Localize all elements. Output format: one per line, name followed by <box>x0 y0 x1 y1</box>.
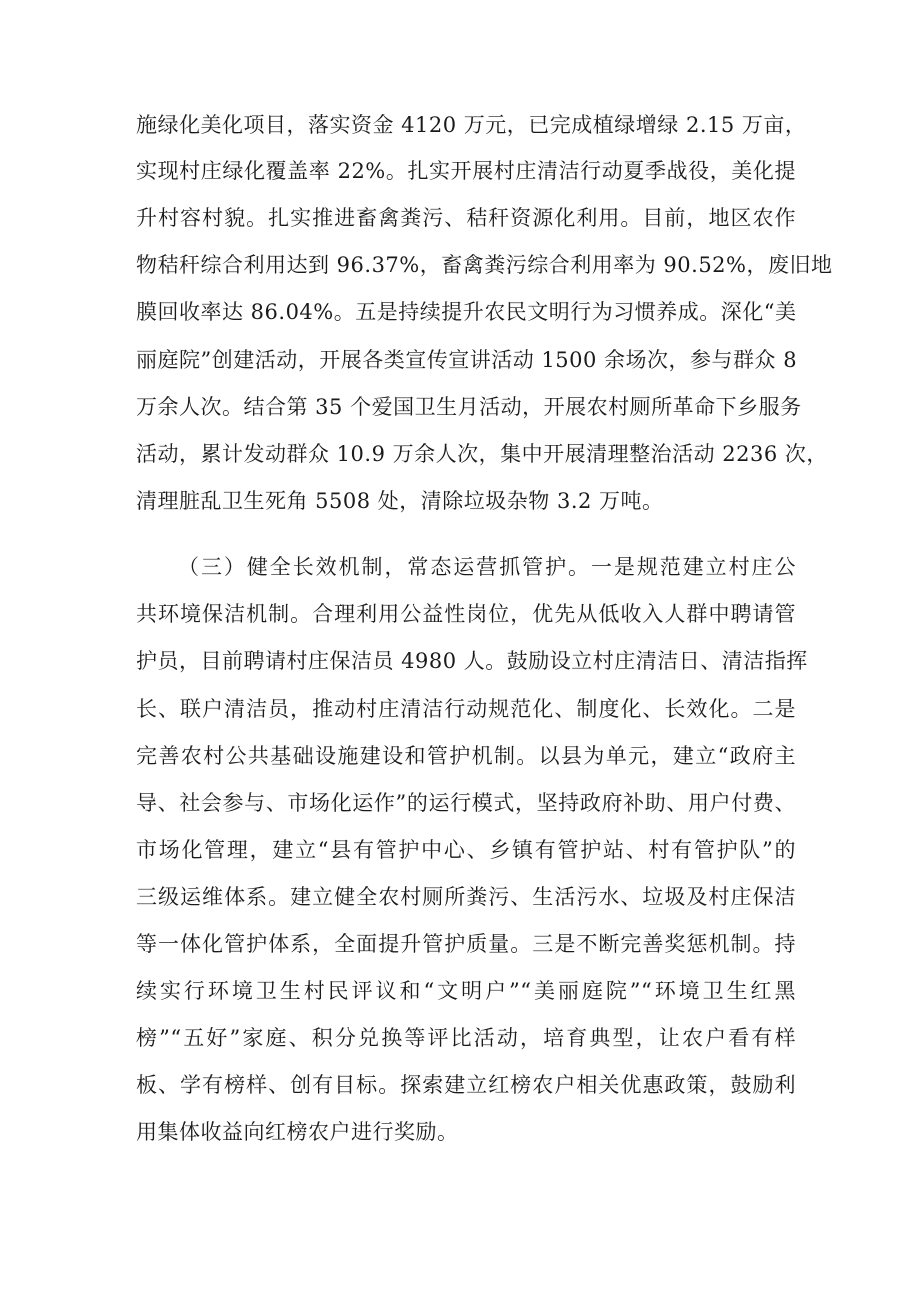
paragraph-2-line: 用集体收益向红榜农户进行奖励。 <box>136 1120 459 1144</box>
paragraph-2-line: 续实行环境卫生村民评议和“文明户”“美丽庭院”“环境卫生红黑 <box>136 979 796 1003</box>
paragraph-2-line: （三）健全长效机制，常态运营抓管护。一是规范建立村庄公 <box>178 555 796 579</box>
paragraph-1-line: 膜回收率达 86.04%。五是持续提升农民文明行为习惯养成。深化“美 <box>136 300 797 324</box>
paragraph-2-line: 共环境保洁机制。合理利用公益性岗位，优先从低收入人群中聘请管 <box>136 602 796 626</box>
paragraph-1-line: 丽庭院”创建活动，开展各类宣传宣讲活动 1500 余场次，参与群众 8 <box>136 348 798 372</box>
paragraph-1-line: 万余人次。结合第 35 个爱国卫生月活动，开展农村厕所革命下乡服务 <box>136 395 802 419</box>
paragraph-2-line: 导、社会参与、市场化运作”的运行模式，坚持政府补助、用户付费、 <box>136 791 796 815</box>
paragraph-2-line: 市场化管理，建立“县有管护中心、乡镇有管护站、村有管护队”的 <box>136 838 796 862</box>
paragraph-1-line: 施绿化美化项目，落实资金 4120 万元，已完成植绿增绿 2.15 万亩， <box>136 113 807 137</box>
paragraph-2-line: 三级运维体系。建立健全农村厕所粪污、生活污水、垃圾及村庄保洁 <box>136 885 796 909</box>
paragraph-2-line: 等一体化管护体系，全面提升管护质量。三是不断完善奖惩机制。持 <box>136 932 796 956</box>
paragraph-1-line: 活动，累计发动群众 10.9 万余人次，集中开展清理整治活动 2236 次， <box>136 442 828 466</box>
paragraph-2-line: 板、学有榜样、创有目标。探索建立红榜农户相关优惠政策，鼓励利 <box>136 1073 796 1097</box>
paragraph-2-line: 长、联户清洁员，推动村庄清洁行动规范化、制度化、长效化。二是 <box>136 697 796 721</box>
paragraph-1-line: 实现村庄绿化覆盖率 22%。扎实开展村庄清洁行动夏季战役，美化提 <box>136 159 796 183</box>
paragraph-1-line: 物秸秆综合利用达到 96.37%，畜禽粪污综合利用率为 90.52%，废旧地 <box>136 253 833 277</box>
paragraph-1-line: 清理脏乱卫生死角 5508 处，清除垃圾杂物 3.2 万吨。 <box>136 489 664 513</box>
paragraph-2-line: 护员，目前聘请村庄保洁员 4980 人。鼓励设立村庄清洁日、清洁指挥 <box>136 649 808 673</box>
paragraph-2-line: 榜”“五好”家庭、积分兑换等评比活动，培育典型，让农户看有样 <box>136 1026 796 1050</box>
paragraph-1-line: 升村容村貌。扎实推进畜禽粪污、秸秆资源化利用。目前，地区农作 <box>136 206 796 230</box>
paragraph-2-line: 完善农村公共基础设施建设和管护机制。以县为单元，建立“政府主 <box>136 744 796 768</box>
